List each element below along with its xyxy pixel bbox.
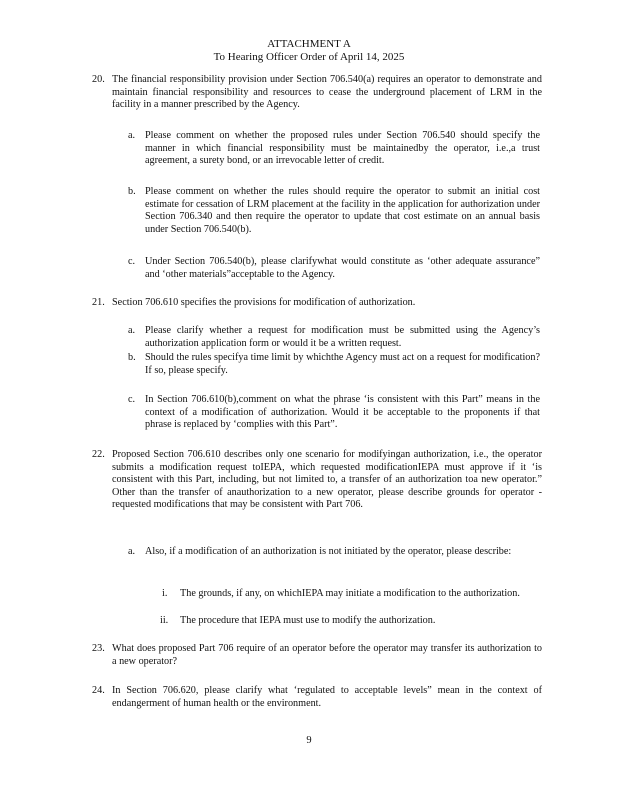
page-number: 9 [306,735,312,746]
item-20a-text: Please comment on whether the proposed rules under Section 706.540 should specify the manner in which financial responsibility must be maintainedby the operator, i.e.,a trust agreement, a surety bond, or an irrevocable letter of credit. [145,130,540,167]
item-21a-text: Please clarify whether a request for modification must be submitted using the Agency’s authorization application form or would it be a written request. [145,325,540,349]
item-22a-i-text: The grounds, if any, on whichIEPA may initiate a modification to the authorization. [180,588,520,599]
question-number-22: 22. [92,449,105,460]
item-label-21a: a. [128,325,136,336]
item-21c-text: In Section 706.610(b),comment on what the phrase ‘is consistent with this Part” means in the context of a modification of authorization. Would it be acceptable to the proponents if that phrase is replaced by ‘complies with this Part”. [145,394,540,431]
question-number-21: 21. [92,297,105,308]
item-22a-ii-text: The procedure that IEPA must use to modify the authorization. [180,615,436,626]
item-label-22a: a. [128,546,136,557]
item-label-21c: c. [128,394,136,405]
question-21-text: Section 706.610 specifies the provisions for modification of authorization. [112,297,416,308]
item-label-20c: c. [128,256,136,267]
item-label-20b: b. [128,186,136,197]
item-label-20a: a. [128,130,136,141]
item-20c-text: Under Section 706.540(b), please clarifywhat would constitute as ‘other adequate assurance” and ‘other materials”acceptable to the Agency. [145,256,540,280]
item-label-22a-i: i. [162,588,168,599]
item-label-21b: b. [128,352,136,363]
question-number-20: 20. [92,74,105,85]
question-number-23: 23. [92,643,105,654]
question-23-text: What does proposed Part 706 require of an operator before the operator may transfer its authorization to a new operator? [112,643,542,667]
question-number-24: 24. [92,685,105,696]
order-reference: To Hearing Officer Order of April 14, 2025 [213,51,405,63]
item-label-22a-ii: ii. [160,615,169,626]
item-21b-text: Should the rules specifya time limit by whichthe Agency must act on a request for modification?If so, please specify. [145,352,540,376]
question-22-text: Proposed Section 706.610 describes only one scenario for modifyingan authorization, i.e., the operator submits a modification request toIEPA, which requested modificationIEPA must approve if it ‘is consistent with this Part, including, but not limited to, a transfer of an authorization toa new operator.” Other than the transfer of anauthorization to a new operator, please describe grounds for operator -requested modifications that may be consistent with Part 706. [112,449,542,511]
question-24-text: In Section 706.620, please clarify what ‘regulated to acceptable levels” mean in the context of endangerment of human health or the environment. [112,685,542,709]
item-20b-text: Please comment on whether the rules should require the operator to submit an initial cost estimate for cessation of LRM placement at the facility in the application for authorization under Section 706.340 and then require the operator to update that cost estimate on an annual basis under Section 706.540(b). [145,186,540,235]
item-22a-text: Also, if a modification of an authorization is not initiated by the operator, please describe: [145,546,512,557]
question-20-text: The financial responsibility provision under Section 706.540(a) requires an operator to demonstrate and maintain financial responsibility and resources to cease the underground placement of LRM in the facility in a manner prescribed by the Agency. [112,74,542,111]
attachment-title: ATTACHMENT A [267,38,351,50]
